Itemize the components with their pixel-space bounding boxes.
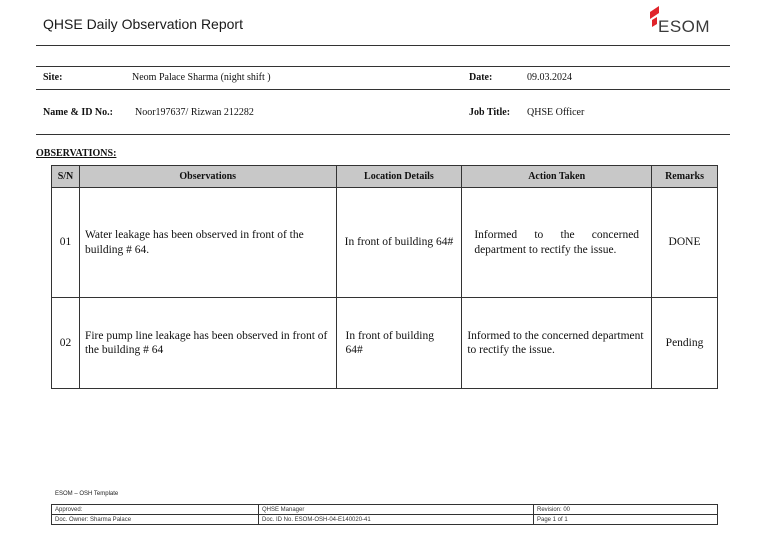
row-action: Informed to the concerned department to rectify the issue. <box>462 298 652 389</box>
logo-text: ESOM <box>658 17 711 36</box>
job-title-value: QHSE Officer <box>527 107 585 118</box>
row-sn: 01 <box>52 188 80 298</box>
esom-logo <box>648 6 720 40</box>
document-control-table <box>51 504 718 525</box>
row-sn: 02 <box>52 298 80 389</box>
table-row <box>52 505 718 515</box>
header-divider <box>36 45 730 46</box>
row-observation: Fire pump line leakage has been observed in front of the building # 64 <box>79 298 336 389</box>
date-value: 09.03.2024 <box>527 72 572 83</box>
page-number-cell: Page 1 of 1 <box>534 515 718 525</box>
column-header-location: Location Details <box>336 166 462 188</box>
site-label: Site: <box>43 72 63 83</box>
info-bottom-divider <box>36 134 730 135</box>
approved-cell: Approved: <box>52 505 259 515</box>
job-title-label: Job Title: <box>469 107 511 118</box>
info-top-divider <box>36 66 730 67</box>
name-id-value: Noor197637/ Rizwan 212282 <box>135 107 254 118</box>
doc-id-cell: Doc. ID No. ESOM-OSH-04-E140020-41 <box>259 515 534 525</box>
info-middle-divider <box>36 89 730 90</box>
table-row <box>52 188 718 298</box>
row-location: In front of building 64# <box>336 298 462 389</box>
row-action: Informed to the concerned department to rectify the issue. <box>462 188 652 298</box>
observations-heading: OBSERVATIONS: <box>36 148 117 159</box>
row-observation: Water leakage has been observed in front of the building # 64. <box>79 188 336 298</box>
template-note: ESOM – OSH Template <box>55 491 119 497</box>
column-header-sn: S/N <box>52 166 80 188</box>
column-header-remarks: Remarks <box>652 166 718 188</box>
revision-cell: Revision: 00 <box>534 505 718 515</box>
doc-owner-cell: Doc. Owner: Sharma Palace <box>52 515 259 525</box>
report-title: QHSE Daily Observation Report <box>43 16 243 32</box>
row-remarks: DONE <box>652 188 718 298</box>
date-label: Date: <box>469 72 493 83</box>
table-row <box>52 298 718 389</box>
observations-table <box>51 165 718 389</box>
site-value: Neom Palace Sharma (night shift ) <box>132 72 271 83</box>
name-id-label: Name & ID No.: <box>43 107 113 118</box>
table-row <box>52 515 718 525</box>
row-remarks: Pending <box>652 298 718 389</box>
table-header-row <box>52 166 718 188</box>
row-location: In front of building 64# <box>336 188 462 298</box>
column-header-observations: Observations <box>79 166 336 188</box>
column-header-action: Action Taken <box>462 166 652 188</box>
manager-cell: QHSE Manager <box>259 505 534 515</box>
